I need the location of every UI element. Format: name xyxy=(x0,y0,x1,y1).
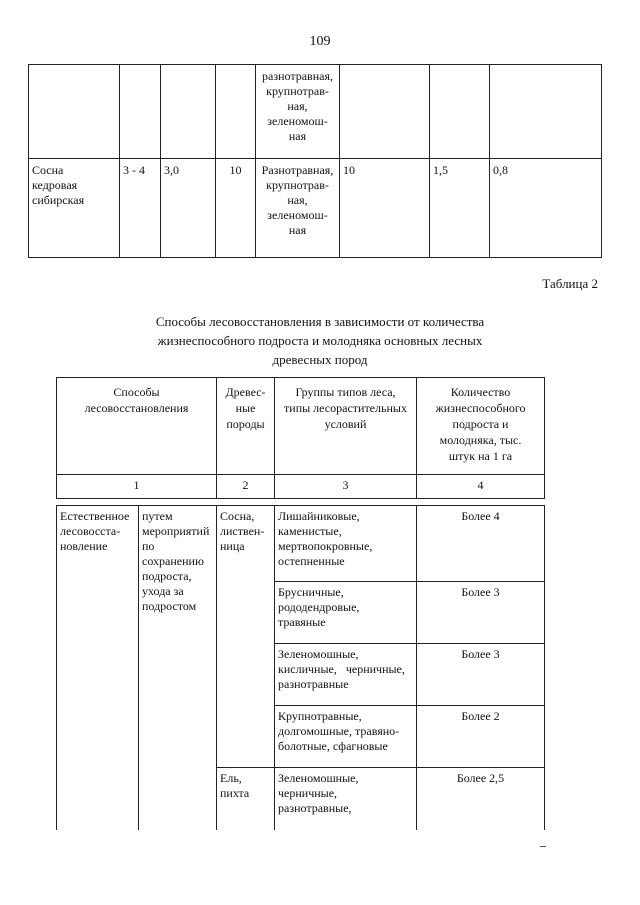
cell-line: лесовосста- xyxy=(60,524,121,538)
cell-line: разнотравная, xyxy=(262,69,333,83)
cell-line: рододендровые, xyxy=(278,600,360,614)
cell-line: ная xyxy=(288,129,307,143)
species-cell xyxy=(217,506,275,768)
cell-line: ная, xyxy=(287,193,308,207)
cell-line: болотные, сфагновые xyxy=(278,739,388,753)
cell-line: по xyxy=(142,539,155,553)
table-title xyxy=(0,312,640,369)
cell-line: Лишайниковые, xyxy=(278,509,360,523)
cell-line: ная xyxy=(288,223,307,237)
cell-line: Естественное xyxy=(60,509,130,523)
table-cell xyxy=(256,65,340,159)
cell-line: ница xyxy=(220,539,245,553)
cell-line: сохранению xyxy=(142,554,204,568)
cell-line: Разнотравная, xyxy=(261,163,334,177)
forest-type-cell xyxy=(275,582,417,644)
header-line: Количество xyxy=(450,385,511,399)
table-cell: 3,0 xyxy=(161,159,216,258)
cell-line: крупнотрав- xyxy=(266,84,329,98)
cell-line: Крупнотравные, xyxy=(278,709,362,723)
cell-line: Ель, xyxy=(220,771,242,785)
cell-line: путем xyxy=(142,509,173,523)
column-number: 4 xyxy=(417,475,545,499)
header-line: условий xyxy=(324,417,367,431)
cell-line: мертвопокровные, xyxy=(278,539,373,553)
table-cell xyxy=(430,65,490,159)
table-cell: 10 xyxy=(216,159,256,258)
cell-line: подроста, xyxy=(142,569,192,583)
cell-line: листвен- xyxy=(220,524,265,538)
method-cell xyxy=(57,506,139,830)
header-amount xyxy=(417,378,545,475)
forest-type-cell xyxy=(275,706,417,768)
table-cell xyxy=(256,159,340,258)
cell-line: кедровая xyxy=(32,178,78,192)
header-line: жизнеспособного xyxy=(435,401,526,415)
cell-line: долгомошные, травяно- xyxy=(278,724,400,738)
scan-mark xyxy=(540,846,546,847)
cell-line: Зеленомошные, xyxy=(278,771,359,785)
title-line: Способы лесовосстановления в зависимости от количества xyxy=(155,314,485,329)
cell-line: крупнотрав- xyxy=(266,178,329,192)
page-number: 109 xyxy=(309,34,331,49)
column-number: 3 xyxy=(275,475,417,499)
reforestation-table xyxy=(56,377,545,830)
amount-cell: Более 2 xyxy=(417,706,545,768)
cell-line: кисличные, черничные, xyxy=(278,662,405,676)
table-cell: 1,5 xyxy=(430,159,490,258)
table-cell xyxy=(216,65,256,159)
table-header-row xyxy=(57,378,545,475)
column-number: 1 xyxy=(57,475,217,499)
cell-line: ухода за xyxy=(142,584,184,598)
header-species xyxy=(217,378,275,475)
amount-cell: Более 3 xyxy=(417,582,545,644)
cell-line: ная, xyxy=(287,99,308,113)
cell-line: мероприятий xyxy=(142,524,210,538)
table-row xyxy=(57,506,545,582)
forest-type-cell xyxy=(275,506,417,582)
cell-line: сибирская xyxy=(32,193,85,207)
cell-line: каменистые, xyxy=(278,524,342,538)
cell-line: Зеленомошные, xyxy=(278,647,359,661)
header-methods xyxy=(57,378,217,475)
header-line: штук на 1 га xyxy=(448,449,513,463)
cell-line: остепненные xyxy=(278,554,345,568)
column-number-row xyxy=(57,475,545,499)
amount-cell: Более 4 xyxy=(417,506,545,582)
header-line: типы лесорастительных xyxy=(284,401,407,415)
forest-type-cell xyxy=(275,768,417,830)
table-cell: 10 xyxy=(340,159,430,258)
cell-line: черничные, xyxy=(278,786,338,800)
header-forest-types xyxy=(275,378,417,475)
table-row xyxy=(29,159,602,258)
table-row xyxy=(29,65,602,159)
header-line: Способы xyxy=(113,385,160,399)
column-number: 2 xyxy=(217,475,275,499)
cell-line: Брусничные, xyxy=(278,585,344,599)
header-line: породы xyxy=(226,417,265,431)
table-cell xyxy=(29,159,120,258)
table-cell xyxy=(29,65,120,159)
cell-line: Сосна, xyxy=(220,509,255,523)
table-cell xyxy=(120,65,161,159)
cell-line: подростом xyxy=(142,599,197,613)
spacer-row xyxy=(57,499,545,506)
table-cell xyxy=(161,65,216,159)
table-label: Таблица 2 xyxy=(542,276,598,291)
header-line: подроста и xyxy=(452,417,509,431)
cell-line: зеленомош- xyxy=(267,114,328,128)
species-cell xyxy=(217,768,275,830)
sub-method-cell xyxy=(139,506,217,830)
cell-line: зеленомош- xyxy=(267,208,328,222)
cell-line: пихта xyxy=(220,786,250,800)
header-line: Группы типов леса, xyxy=(295,385,396,399)
header-line: ные xyxy=(235,401,256,415)
header-line: лесовосстановления xyxy=(84,401,189,415)
header-line: Древес- xyxy=(225,385,266,399)
table-cell xyxy=(490,65,602,159)
header-line: молодняка, тыс. xyxy=(439,433,522,447)
cell-line: травяные xyxy=(278,615,326,629)
amount-cell: Более 3 xyxy=(417,644,545,706)
title-line: древесных пород xyxy=(272,352,368,367)
spacer-cell xyxy=(57,499,545,506)
table-continuation xyxy=(28,64,602,258)
cell-line: новление xyxy=(60,539,108,553)
table-cell: 0,8 xyxy=(490,159,602,258)
table-cell: 3 - 4 xyxy=(120,159,161,258)
cell-line: Сосна xyxy=(32,163,64,177)
title-line: жизнеспособного подроста и молодняка основных лесных xyxy=(157,333,483,348)
cell-line: разнотравные, xyxy=(278,801,352,815)
amount-cell: Более 2,5 xyxy=(417,768,545,830)
cell-line: разнотравные xyxy=(278,677,349,691)
table-cell xyxy=(340,65,430,159)
forest-type-cell xyxy=(275,644,417,706)
